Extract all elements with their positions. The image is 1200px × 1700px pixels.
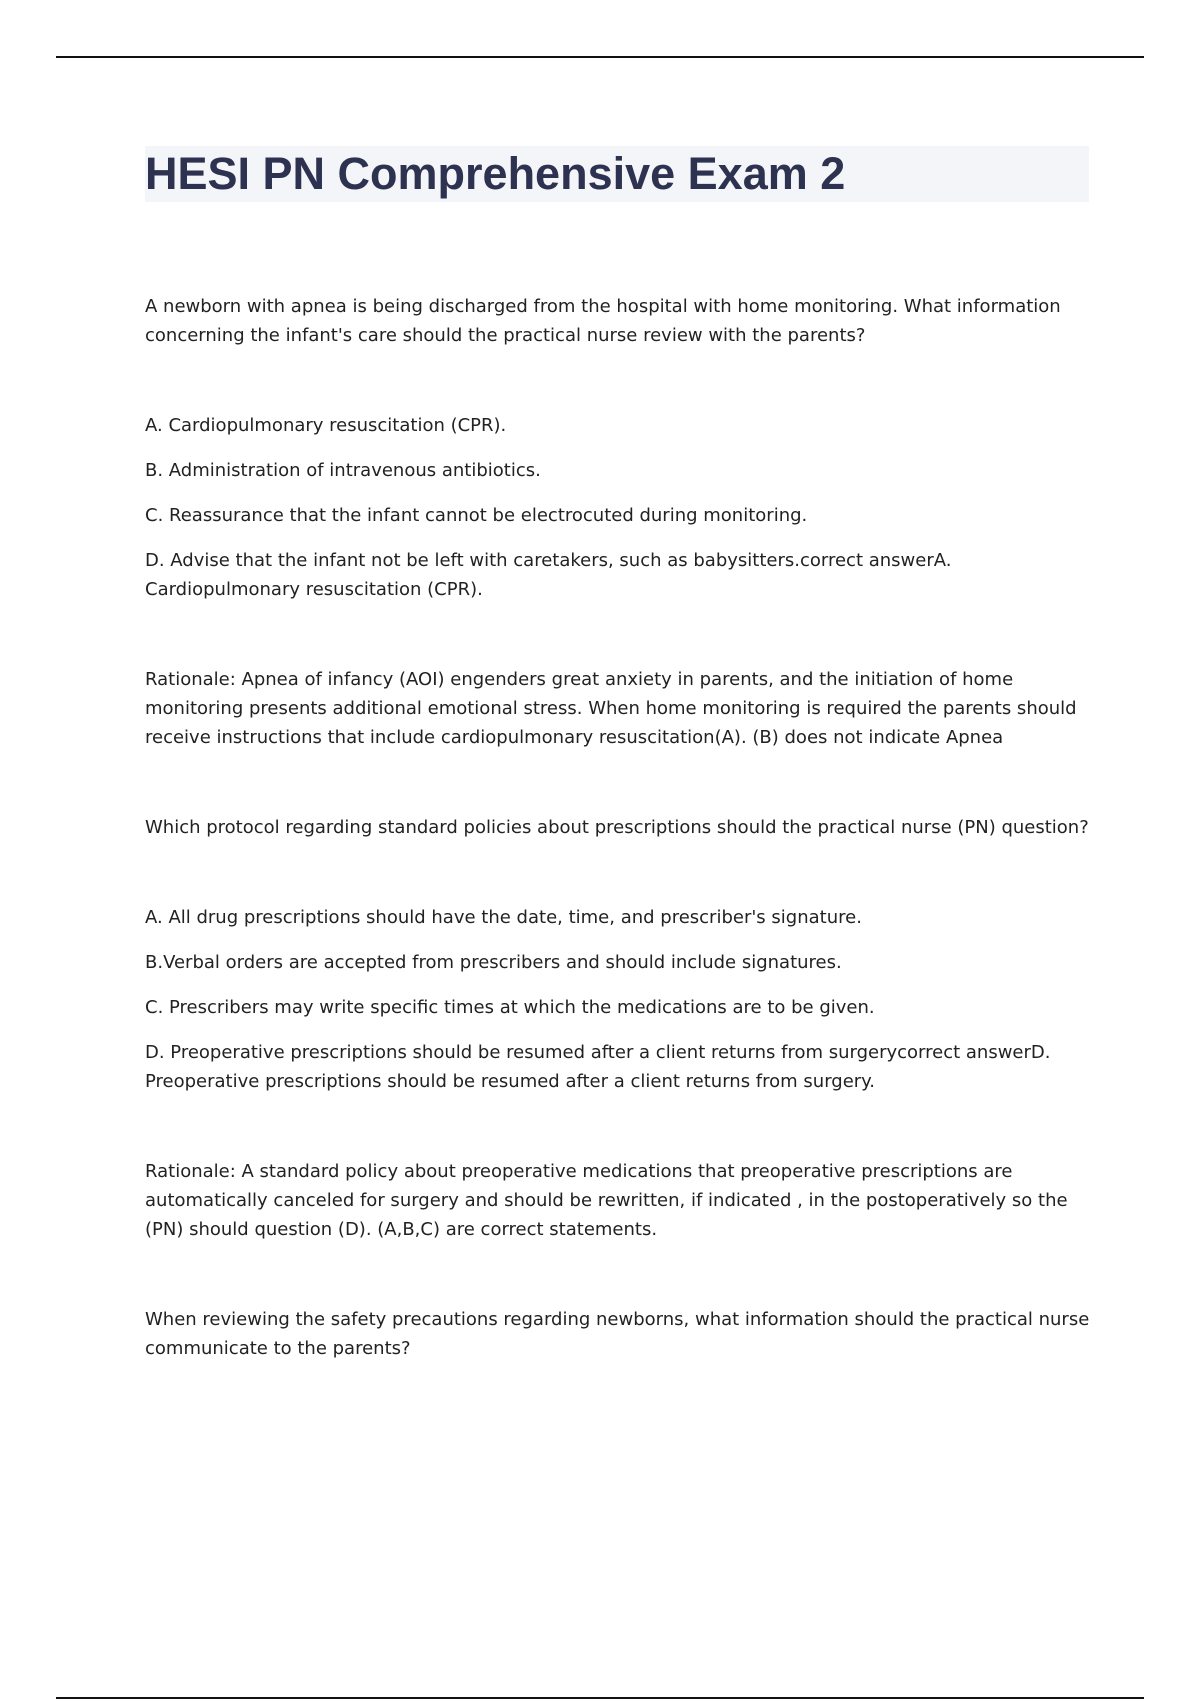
question-1-option-a: A. Cardiopulmonary resuscitation (CPR).: [145, 415, 507, 436]
top-rule: [56, 56, 1144, 58]
question-3: When reviewing the safety precautions regarding newborns, what information should the practical nurse communicate to the parents?: [145, 1309, 1090, 1359]
question-2-option-a: A. All drug prescriptions should have the date, time, and prescriber's signature.: [145, 907, 862, 928]
question-1-option-c: C. Reassurance that the infant cannot be electrocuted during monitoring.: [145, 505, 808, 526]
question-2-rationale: Rationale: A standard policy about preoperative medications that preoperative prescriptions are automatically canceled for surgery and should be rewritten, if indicated , in the postoperatively so the (PN) should question (D). (A,B,C) are correct statements.: [145, 1161, 1068, 1240]
question-1: A newborn with apnea is being discharged from the hospital with home monitoring. What information concerning the infant's care should the practical nurse review with the parents?: [145, 296, 1061, 346]
question-2-option-b: B.Verbal orders are accepted from prescribers and should include signatures.: [145, 952, 842, 973]
question-2-option-c: C. Prescribers may write specific times at which the medications are to be given.: [145, 997, 875, 1018]
bottom-rule: [56, 1697, 1144, 1699]
question-1-option-d: D. Advise that the infant not be left with caretakers, such as babysitters.correct answerA. Cardiopulmonary resuscitation (CPR).: [145, 550, 952, 600]
page-title: HESI PN Comprehensive Exam 2: [145, 148, 846, 199]
document-body: [145, 292, 1095, 1424]
question-1-rationale: Rationale: Apnea of infancy (AOI) engenders great anxiety in parents, and the initiation of home monitoring presents additional emotional stress. When home monitoring is required the parents should receive instructions that include cardiopulmonary resuscitation(A). (B) does not indicate Apnea: [145, 669, 1077, 748]
question-2-option-d: D. Preoperative prescriptions should be resumed after a client returns from surgerycorrect answerD. Preoperative prescriptions should be resumed after a client returns from surgery.: [145, 1042, 1051, 1092]
question-2: Which protocol regarding standard policies about prescriptions should the practical nurse (PN) question?: [145, 817, 1089, 838]
question-1-option-b: B. Administration of intravenous antibiotics.: [145, 460, 541, 481]
